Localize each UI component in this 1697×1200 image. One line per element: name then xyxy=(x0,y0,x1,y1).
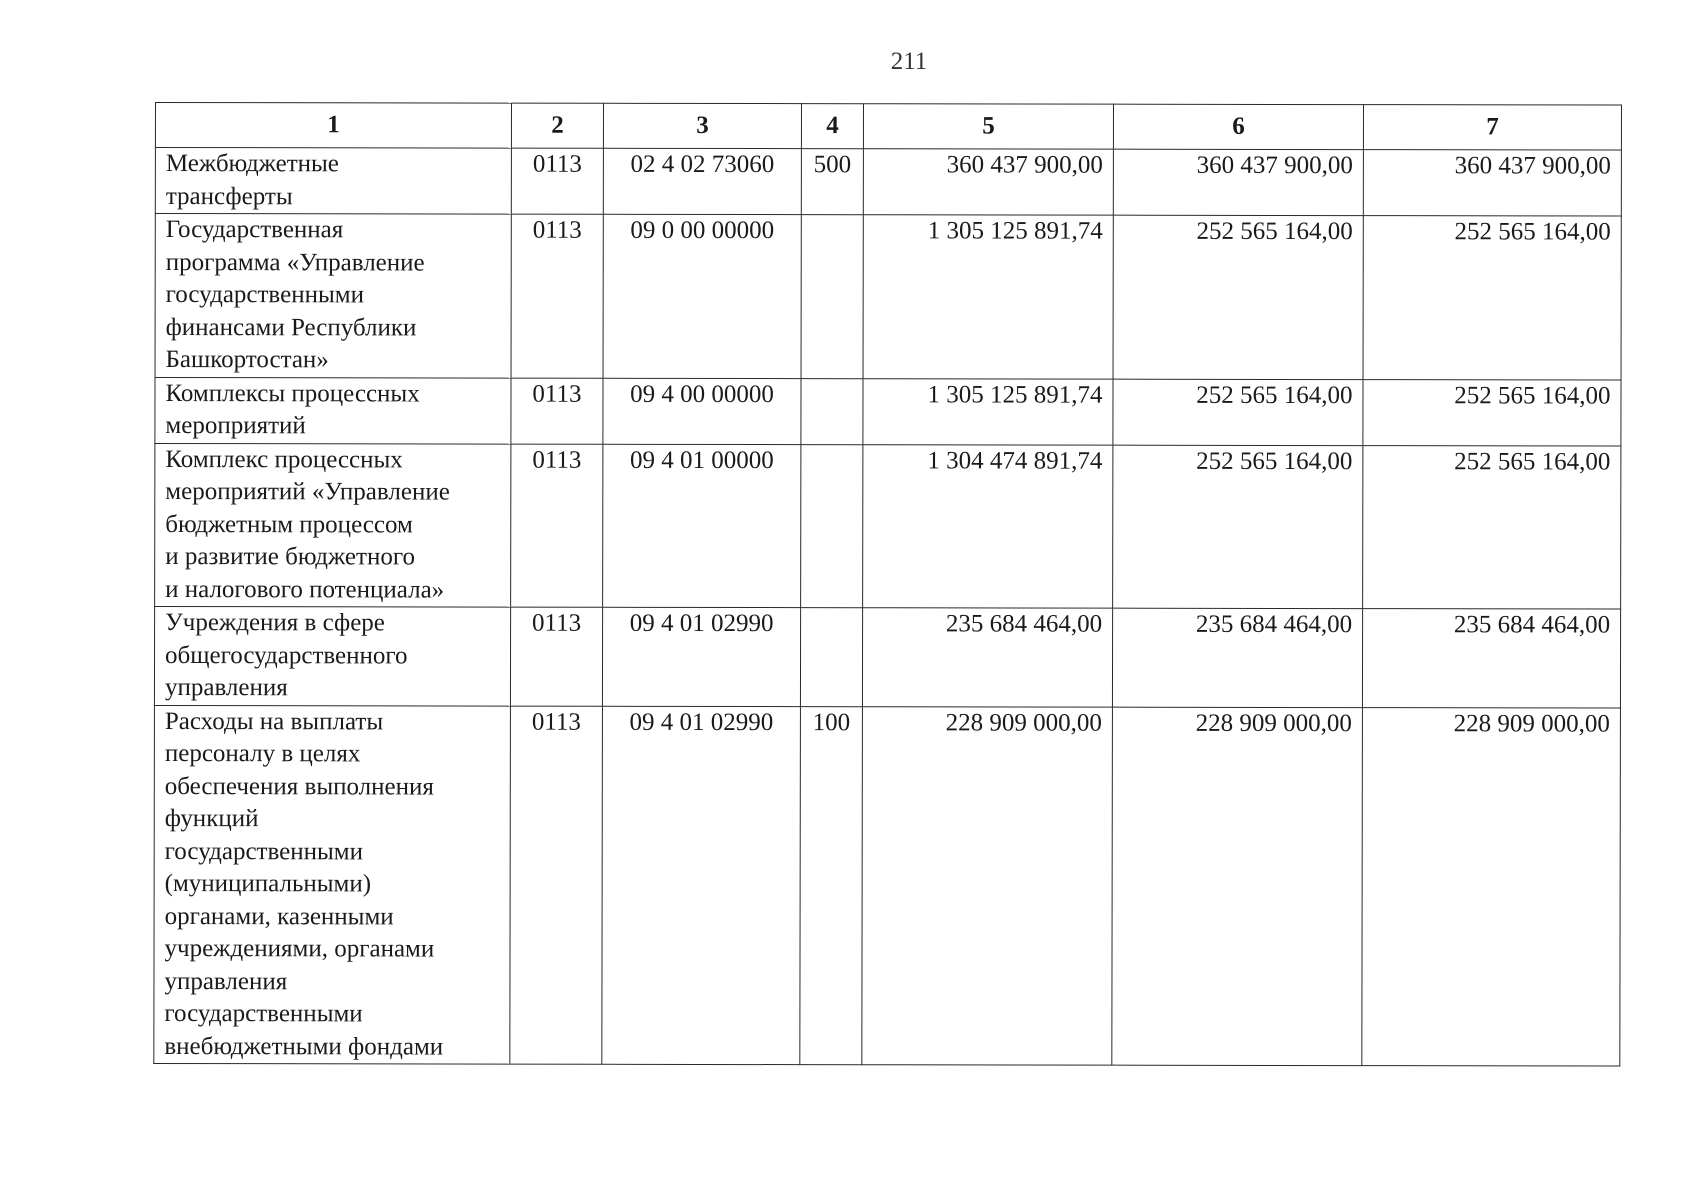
name-line: Башкортостан» xyxy=(165,346,329,374)
name-line: Расходы на выплаты xyxy=(164,707,384,735)
name-line: персоналу в целях xyxy=(164,740,361,768)
cell-section-code: 0113 xyxy=(511,444,603,608)
name-line: мероприятий «Управление xyxy=(165,478,450,506)
table-row xyxy=(154,705,1621,1066)
cell-amount-7: 228 909 000,00 xyxy=(1362,707,1621,1066)
cell-amount-6: 360 437 900,00 xyxy=(1113,149,1363,215)
name-line: обеспечения выполнения xyxy=(164,772,434,800)
cell-amount-5: 235 684 464,00 xyxy=(862,608,1112,707)
table-row xyxy=(155,214,1621,380)
header-col-2: 2 xyxy=(511,103,603,148)
cell-amount-5: 360 437 900,00 xyxy=(863,149,1113,215)
cell-expense-type xyxy=(801,378,863,444)
name-line: трансферты xyxy=(165,182,293,210)
cell-section-code: 0113 xyxy=(511,148,603,214)
page-number: 211 xyxy=(890,48,928,75)
header-col-3: 3 xyxy=(603,103,801,148)
cell-expense-type: 100 xyxy=(800,706,863,1065)
row-name xyxy=(155,214,511,378)
cell-amount-7: 235 684 464,00 xyxy=(1362,609,1620,708)
cell-amount-6: 235 684 464,00 xyxy=(1112,608,1362,707)
name-line: государственными xyxy=(165,281,364,309)
name-line: финансами Республики xyxy=(165,313,417,341)
name-line: Учреждения в сфере xyxy=(165,609,385,637)
table-row xyxy=(155,377,1621,446)
cell-target-code: 09 4 00 00000 xyxy=(603,378,801,444)
name-line: общегосударственного xyxy=(165,641,408,669)
row-name xyxy=(154,607,510,706)
cell-amount-6: 252 565 164,00 xyxy=(1113,215,1363,379)
cell-target-code: 09 4 01 00000 xyxy=(603,444,801,608)
budget-table xyxy=(153,102,1622,1067)
header-col-4: 4 xyxy=(801,104,863,149)
name-line: мероприятий xyxy=(165,412,306,440)
cell-amount-7: 252 565 164,00 xyxy=(1363,379,1621,445)
cell-expense-type: 500 xyxy=(801,149,863,215)
table-header xyxy=(155,103,1621,151)
name-line: Комплекс процессных xyxy=(165,445,403,473)
name-line: Государственная xyxy=(165,216,344,244)
table-row xyxy=(155,443,1621,609)
header-col-6: 6 xyxy=(1113,104,1363,149)
header-col-5: 5 xyxy=(863,104,1113,149)
name-line: внебюджетными фондами xyxy=(164,1032,444,1061)
cell-expense-type xyxy=(801,215,863,379)
cell-target-code: 09 0 00 00000 xyxy=(603,214,801,378)
cell-amount-7: 252 565 164,00 xyxy=(1363,216,1621,380)
cell-target-code: 09 4 01 02990 xyxy=(602,706,801,1065)
cell-amount-6: 252 565 164,00 xyxy=(1113,445,1363,609)
cell-expense-type xyxy=(801,444,863,608)
table-body xyxy=(154,148,1622,1067)
cell-amount-5: 1 305 125 891,74 xyxy=(863,215,1113,379)
row-name xyxy=(155,377,511,444)
header-col-7: 7 xyxy=(1363,105,1621,150)
name-line: и развитие бюджетного xyxy=(165,543,415,571)
cell-amount-5: 1 305 125 891,74 xyxy=(863,378,1113,444)
header-row xyxy=(155,103,1621,151)
name-line: бюджетным процессом xyxy=(165,510,413,538)
name-line: государственными xyxy=(164,837,364,865)
name-line: функций xyxy=(164,805,259,833)
cell-amount-6: 228 909 000,00 xyxy=(1112,707,1363,1066)
table-row xyxy=(155,148,1621,217)
cell-target-code: 02 4 02 73060 xyxy=(603,148,801,214)
name-line: управления xyxy=(164,967,288,995)
cell-target-code: 09 4 01 02990 xyxy=(602,607,800,706)
name-line: Комплексы процессных xyxy=(165,379,420,407)
row-name xyxy=(154,705,511,1064)
name-line: государственными xyxy=(164,1000,363,1028)
row-name xyxy=(155,148,511,215)
cell-amount-5: 1 304 474 891,74 xyxy=(863,444,1113,608)
cell-section-code: 0113 xyxy=(511,214,603,378)
cell-amount-7: 252 565 164,00 xyxy=(1363,445,1621,609)
name-line: программа «Управление xyxy=(165,248,425,276)
cell-section-code: 0113 xyxy=(510,607,602,706)
cell-amount-5: 228 909 000,00 xyxy=(862,706,1113,1065)
cell-expense-type xyxy=(800,608,862,707)
name-line: (муниципальными) xyxy=(164,870,372,898)
name-line: учреждениями, органами xyxy=(164,935,435,963)
name-line: Межбюджетные xyxy=(165,150,339,178)
table-row xyxy=(154,607,1620,708)
name-line: и налогового потенциала» xyxy=(165,575,445,604)
name-line: органами, казенными xyxy=(164,902,394,930)
cell-section-code: 0113 xyxy=(511,378,603,444)
cell-amount-6: 252 565 164,00 xyxy=(1113,379,1363,445)
header-col-1: 1 xyxy=(155,103,511,149)
cell-section-code: 0113 xyxy=(510,706,603,1065)
name-line: управления xyxy=(164,674,288,702)
row-name xyxy=(155,443,511,607)
cell-amount-7: 360 437 900,00 xyxy=(1363,150,1621,216)
